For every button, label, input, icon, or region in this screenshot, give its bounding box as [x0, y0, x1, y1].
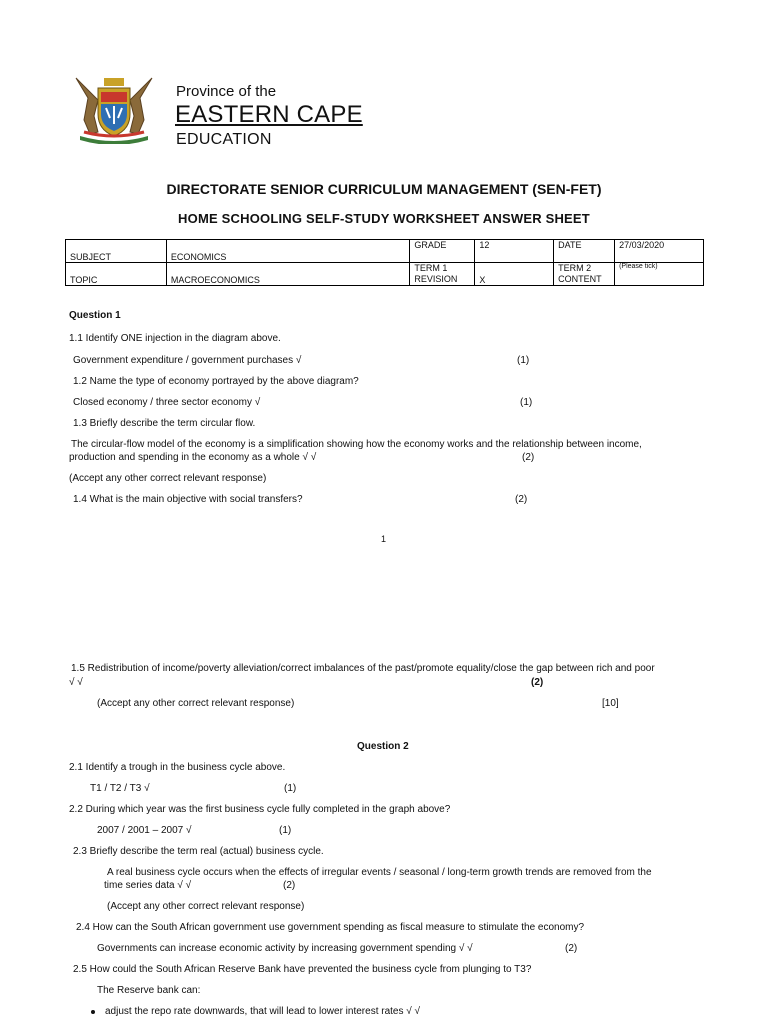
q2-3-text: 2.3 Briefly describe the term real (actual) business cycle. [73, 846, 324, 857]
q2-2-marks: (1) [279, 825, 292, 836]
term2-label-line1: TERM 2 [558, 263, 592, 273]
date-value: 27/03/2020 [615, 240, 704, 263]
province-line-1: Province of the [176, 83, 277, 100]
term1-label [410, 263, 475, 286]
q2-1-answer: T1 / T2 / T3 √ [90, 783, 150, 794]
subject-label: SUBJECT [66, 240, 167, 263]
q1-5-answer-line1: 1.5 Redistribution of income/poverty alleviation/correct imbalances of the past/promote equality/close the gap between rich and poor [71, 663, 655, 674]
q2-4-answer: Governments can increase economic activity by increasing government spending √ √ [97, 943, 473, 954]
directorate-heading: DIRECTORATE SENIOR CURRICULUM MANAGEMENT (SEN-FET) [166, 181, 602, 197]
bullet-icon [91, 1010, 95, 1014]
info-row-topic [66, 263, 704, 286]
q2-4-text: 2.4 How can the South African government use government spending as fiscal measure to stimulate the economy? [76, 922, 585, 933]
q2-2-text: 2.2 During which year was the first business cycle fully completed in the graph above? [69, 804, 451, 815]
question2-title: Question 2 [357, 741, 409, 752]
date-label: DATE [554, 240, 615, 263]
q1-1-marks: (1) [517, 355, 530, 366]
term1-value: X [475, 263, 554, 286]
q1-3-answer-line1: The circular-flow model of the economy is a simplification showing how the economy works and the relationship between income, [71, 439, 642, 450]
q1-5-marks: (2) [531, 677, 544, 688]
q2-5-bullet-1: adjust the repo rate downwards, that will lead to lower interest rates √ √ [105, 1006, 421, 1017]
q2-1-text: 2.1 Identify a trough in the business cycle above. [69, 762, 286, 773]
q1-3-marks: (2) [522, 452, 535, 463]
q1-3-answer-line2: production and spending in the economy as a whole √ √ [69, 452, 317, 463]
q1-1-text: 1.1 Identify ONE injection in the diagram above. [69, 333, 281, 344]
q1-5-accept-note: (Accept any other correct relevant response) [97, 698, 295, 709]
topic-label: TOPIC [66, 263, 167, 286]
question1-total: [10] [602, 698, 619, 709]
page-number: 1 [381, 534, 387, 544]
subject-value: ECONOMICS [166, 240, 410, 263]
worksheet-title: HOME SCHOOLING SELF-STUDY WORKSHEET ANSWER SHEET [178, 211, 590, 226]
q2-3-answer-line2: time series data √ √ [104, 880, 192, 891]
province-name: EASTERN CAPE [175, 101, 363, 128]
info-row-subject [66, 240, 704, 263]
topic-value: MACROECONOMICS [166, 263, 410, 286]
q1-accept-note: (Accept any other correct relevant response) [69, 473, 267, 484]
grade-label: GRADE [410, 240, 475, 263]
term1-label-line1: TERM 1 [414, 263, 448, 273]
q2-2-answer: 2007 / 2001 – 2007 √ [97, 825, 192, 836]
department-name: EDUCATION [176, 131, 272, 148]
q2-3-answer-line1: A real business cycle occurs when the effects of irregular events / seasonal / long-term growth trends are removed from the [107, 867, 652, 878]
q1-2-marks: (1) [520, 397, 533, 408]
grade-value: 12 [475, 240, 554, 263]
q2-3-accept-note: (Accept any other correct relevant response) [107, 901, 305, 912]
q2-5-text: 2.5 How could the South African Reserve Bank have prevented the business cycle from plunging to T3? [73, 964, 532, 975]
q1-2-answer: Closed economy / three sector economy √ [73, 397, 261, 408]
q2-1-marks: (1) [284, 783, 297, 794]
q2-3-marks: (2) [283, 880, 296, 891]
q1-2-text: 1.2 Name the type of economy portrayed by the above diagram? [73, 376, 359, 387]
term2-value: (Please tick) [615, 263, 704, 286]
q1-3-text: 1.3 Briefly describe the term circular flow. [73, 418, 256, 429]
q1-4-marks: (2) [515, 494, 528, 505]
eastern-cape-coat-of-arms-logo [70, 74, 158, 144]
q2-5-intro: The Reserve bank can: [97, 985, 201, 996]
question1-title: Question 1 [69, 310, 121, 321]
q1-4-text: 1.4 What is the main objective with social transfers? [73, 494, 303, 505]
q1-5-answer-line2: √ √ [69, 677, 83, 688]
term2-label [554, 263, 615, 286]
q2-4-marks: (2) [565, 943, 578, 954]
info-table [65, 239, 704, 286]
q1-1-answer: Government expenditure / government purchases √ [73, 355, 302, 366]
term2-label-line2: CONTENT [558, 274, 602, 284]
term1-label-line2: REVISION [414, 274, 458, 284]
